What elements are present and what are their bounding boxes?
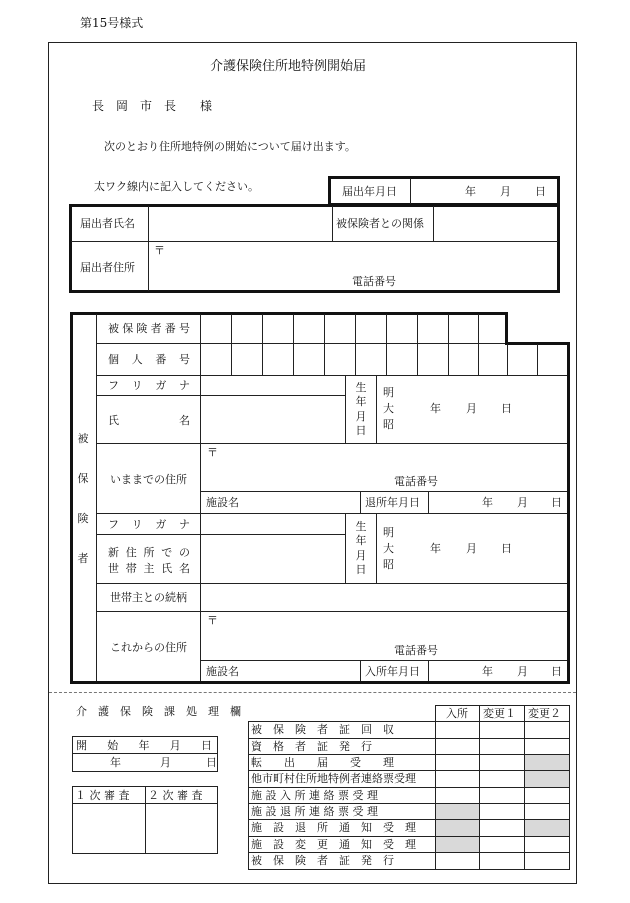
process-row-1: 被 保 険 者 証 回 収 [251,723,394,736]
insured-number-label: 被 保 険 者 番 号 [108,322,190,335]
householder-label-2: 世 帯 主 氏 名 [108,562,190,575]
leave-month[interactable]: 月 [517,496,528,509]
birth-char-4: 日 [355,424,367,437]
era-showa[interactable]: 昭 [383,418,394,431]
insured-side-char-4: 者 [77,552,89,565]
leave-year[interactable]: 年 [482,496,493,509]
era2-taisho[interactable]: 大 [383,542,394,555]
prev-facility-label: 施設名 [206,496,239,509]
process-row-9: 被 保 険 者 証 発 行 [251,854,394,867]
prev-postal-mark: 〒 [207,446,218,459]
birth2-char-2: 年 [355,534,367,547]
applicant-address-label: 届出者住所 [80,261,135,274]
householder-relation-label: 世帯主との続柄 [110,591,187,604]
new-address-label: これからの住所 [110,641,187,654]
col-header-change2: 変更２ [528,707,561,720]
office-section-label: 介 護 保 険 課 処 理 欄 [76,705,241,718]
form-number: 第15号様式 [80,16,144,30]
process-row-3: 転 出 届 受 理 [251,756,394,769]
submit-date-year[interactable]: 年 [465,185,476,198]
enter-date-label: 入所年月日 [365,665,420,678]
birth2-year[interactable]: 年 [430,542,441,555]
householder-name-field[interactable] [201,535,344,582]
start-day[interactable]: 日 [206,756,217,769]
new-address-field[interactable] [201,612,566,659]
submit-date-label: 届出年月日 [342,185,397,198]
birth-char-3: 月 [355,410,367,423]
insured-side-char-3: 険 [77,512,89,525]
applicant-name-label: 届出者氏名 [80,217,135,230]
birth-char-2: 年 [355,395,367,408]
review2-label: ２ 次 審 査 [148,789,203,802]
birth-month[interactable]: 月 [466,402,477,415]
form-title: 介護保険住所地特例開始届 [210,59,367,74]
householder-label-1: 新 住 所 で の [108,546,190,559]
leave-date-label: 退所年月日 [365,496,420,509]
review1-stamp-field[interactable] [73,804,144,852]
start-year[interactable]: 年 [110,756,121,769]
furigana2-label: フ リ ガ ナ [108,518,190,531]
era-taisho[interactable]: 大 [383,402,394,415]
insured-side-char-1: 被 [77,432,89,445]
birth2-month[interactable]: 月 [466,542,477,555]
instruction-text: 太ワク線内に記入してください。 [94,180,259,193]
era2-meiji[interactable]: 明 [383,526,394,539]
start-month[interactable]: 月 [160,756,171,769]
office-divider [49,692,576,693]
applicant-relation-label: 被保険者との関係 [336,217,424,230]
furigana-label: フ リ ガ ナ [108,379,190,392]
applicant-address-field[interactable] [150,243,557,290]
prev-address-field[interactable] [201,444,566,490]
birth2-day[interactable]: 日 [501,542,512,555]
insured-side-char-2: 保 [77,472,89,485]
birth2-char-1: 生 [355,520,367,533]
intro-text: 次のとおり住所地特例の開始について届け出ます。 [104,140,356,153]
submit-date-month[interactable]: 月 [500,185,511,198]
prev-address-label: いままでの住所 [110,473,187,486]
applicant-name-field[interactable] [150,207,330,240]
process-row-8: 施 設 変 更 通 知 受 理 [251,838,416,851]
birth-day[interactable]: 日 [501,402,512,415]
era2-showa[interactable]: 昭 [383,558,394,571]
new-facility-field[interactable] [250,661,358,680]
process-row-6: 施 設 退 所 連 絡 票 受 理 [251,805,378,818]
new-phone-label: 電話番号 [394,644,438,657]
insured-name-label: 氏 名 [108,414,190,427]
applicant-postal-mark: 〒 [154,244,165,257]
prev-phone-label: 電話番号 [394,475,438,488]
furigana-field[interactable] [201,376,344,394]
review1-label: １ 次 審 査 [75,789,130,802]
applicant-phone-label: 電話番号 [352,275,396,288]
process-row-4: 他市町村住所地特例者連絡票受理 [251,772,416,785]
start-date-label: 開 始 年 月 日 [76,739,212,752]
new-postal-mark: 〒 [207,614,218,627]
birth2-char-4: 日 [355,563,367,576]
personal-number-label: 個 人 番 号 [108,353,190,366]
birth-year[interactable]: 年 [430,402,441,415]
birth2-char-3: 月 [355,549,367,562]
insured-name-field[interactable] [201,396,344,442]
leave-day[interactable]: 日 [551,496,562,509]
review2-stamp-field[interactable] [146,804,217,852]
insured-number-field[interactable] [201,315,504,342]
addressee: 長 岡 市 長 様 [92,99,213,113]
enter-day[interactable]: 日 [551,665,562,678]
enter-month[interactable]: 月 [517,665,528,678]
enter-year[interactable]: 年 [482,665,493,678]
col-header-enter: 入所 [446,707,468,720]
prev-facility-field[interactable] [250,492,358,512]
era-meiji[interactable]: 明 [383,386,394,399]
process-row-2: 資 格 者 証 発 行 [251,740,372,753]
householder-relation-field[interactable] [201,584,566,610]
process-row-7: 施 設 退 所 通 知 受 理 [251,821,416,834]
personal-number-field[interactable] [201,345,566,374]
process-row-5: 施 設 入 所 連 絡 票 受 理 [251,789,378,802]
col-header-change1: 変更１ [483,707,516,720]
submit-date-day[interactable]: 日 [535,185,546,198]
furigana2-field[interactable] [201,514,344,533]
applicant-relation-field[interactable] [435,207,557,240]
birth-char-1: 生 [355,381,367,394]
new-facility-label: 施設名 [206,665,239,678]
